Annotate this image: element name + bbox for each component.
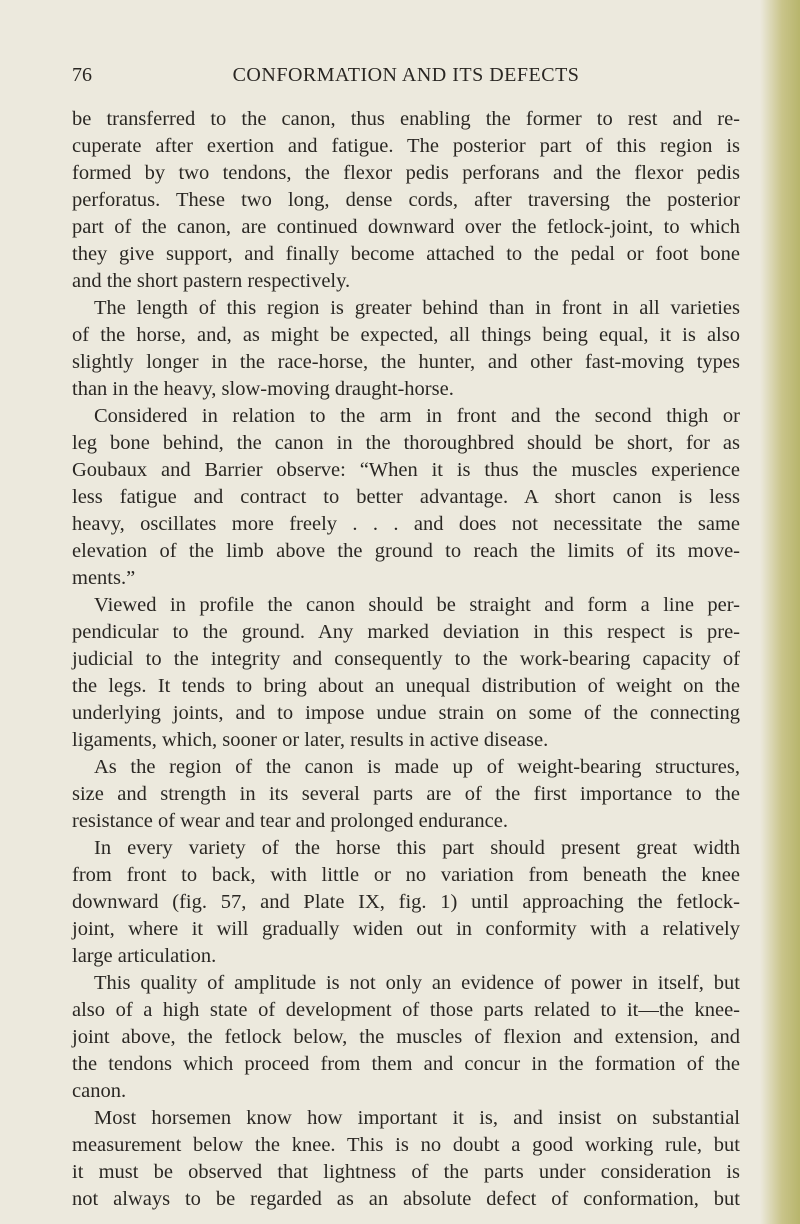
body-text: [72, 106, 740, 1213]
text-line: This quality of amplitude is not only an evidence of power in itself, but: [94, 972, 740, 994]
running-head: CONFORMATION AND ITS DEFECTS: [232, 64, 580, 86]
text-line: Goubaux and Barrier observe: “When it is thus the muscles experience: [72, 459, 740, 481]
text-line: downward (fig. 57, and Plate IX, fig. 1) until approaching the fetlock-: [72, 891, 740, 913]
text-line: Viewed in profile the canon should be straight and form a line per-: [94, 594, 740, 616]
text-line: cuperate after exertion and fatigue. The posterior part of this region is: [72, 135, 740, 157]
text-line: leg bone behind, the canon in the thoroughbred should be short, for as: [72, 432, 740, 454]
text-line: less fatigue and contract to better advantage. A short canon is less: [72, 486, 740, 508]
text-line: not always to be regarded as an absolute defect of conformation, but: [72, 1188, 740, 1210]
text-line: large articulation.: [72, 945, 217, 967]
text-line: heavy, oscillates more freely . . . and does not necessitate the same: [72, 513, 740, 535]
text-line: from front to back, with little or no variation from beneath the knee: [72, 864, 740, 886]
text-line: the legs. It tends to bring about an unequal distribution of weight on the: [72, 675, 740, 697]
text-line: formed by two tendons, the flexor pedis perforans and the flexor pedis: [72, 162, 740, 184]
text-line: judicial to the integrity and consequently to the work-bearing capacity of: [72, 648, 740, 670]
text-line: joint above, the fetlock below, the muscles of flexion and extension, and: [72, 1026, 740, 1048]
text-line: resistance of wear and tear and prolonged endurance.: [72, 810, 508, 832]
text-line: pendicular to the ground. Any marked deviation in this respect is pre-: [72, 621, 740, 643]
text-line: measurement below the knee. This is no doubt a good working rule, but: [72, 1134, 740, 1156]
text-line: of the horse, and, as might be expected, all things being equal, it is also: [72, 324, 740, 346]
text-line: also of a high state of development of those parts related to it—the knee-: [72, 999, 740, 1021]
text-line: In every variety of the horse this part should present great width: [94, 837, 740, 859]
text-line: The length of this region is greater behind than in front in all varieties: [94, 297, 740, 319]
text-line: and the short pastern respectively.: [72, 270, 351, 292]
text-line: joint, where it will gradually widen out in conformity with a relatively: [72, 918, 740, 940]
text-line: they give support, and finally become attached to the pedal or foot bone: [72, 243, 740, 265]
text-line: be transferred to the canon, thus enabling the former to rest and re-: [72, 108, 740, 130]
text-line: slightly longer in the race-horse, the hunter, and other fast-moving types: [72, 351, 740, 373]
text-line: the tendons which proceed from them and concur in the formation of the: [72, 1053, 740, 1075]
page-edge-shading: [760, 0, 800, 1224]
text-line: Most horsemen know how important it is, and insist on substantial: [94, 1107, 740, 1129]
text-line: perforatus. These two long, dense cords, after traversing the posterior: [72, 189, 740, 211]
text-line: canon.: [72, 1080, 127, 1102]
text-line: it must be observed that lightness of the parts under consideration is: [72, 1161, 740, 1183]
text-line: than in the heavy, slow-moving draught-horse.: [72, 378, 454, 400]
text-line: part of the canon, are continued downward over the fetlock-joint, to which: [72, 216, 740, 238]
text-line: elevation of the limb above the ground to reach the limits of its move-: [72, 540, 740, 562]
page-header: [72, 64, 740, 94]
text-line: size and strength in its several parts are of the first importance to the: [72, 783, 740, 805]
text-line: As the region of the canon is made up of weight-bearing structures,: [94, 756, 740, 778]
text-line: Considered in relation to the arm in front and the second thigh or: [94, 405, 740, 427]
text-line: ments.”: [72, 567, 136, 589]
text-line: underlying joints, and to impose undue strain on some of the connecting: [72, 702, 740, 724]
page-number: 76: [72, 64, 92, 86]
text-line: ligaments, which, sooner or later, results in active disease.: [72, 729, 549, 751]
